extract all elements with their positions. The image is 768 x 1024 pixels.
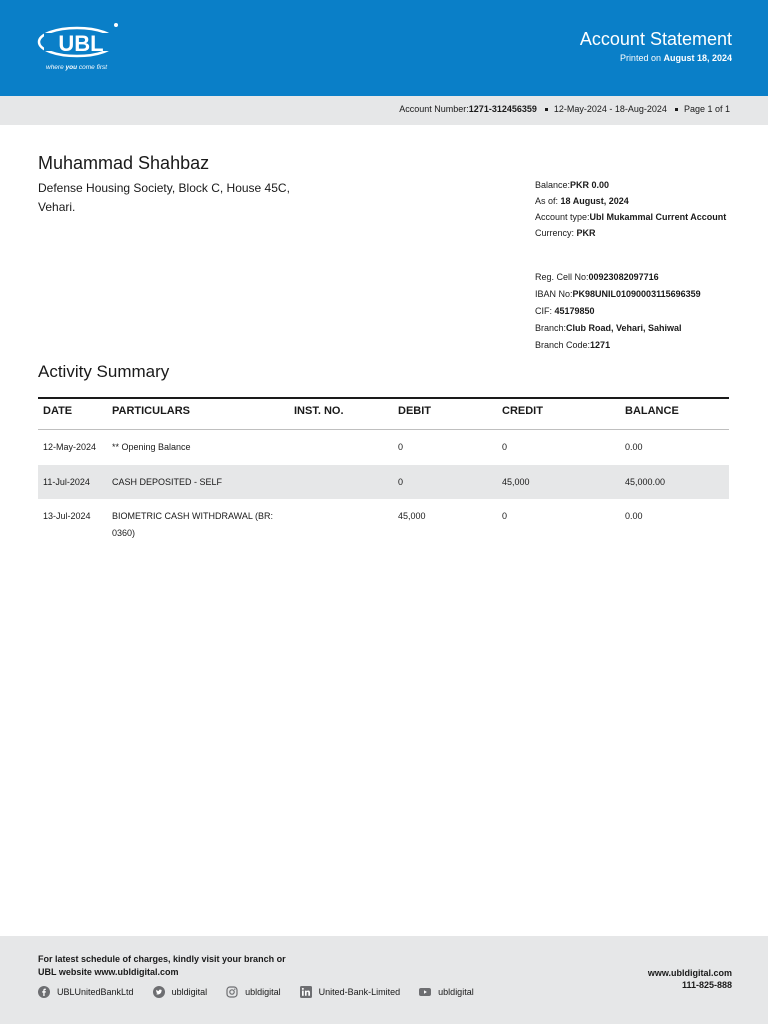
row-credit: 45,000	[502, 477, 530, 487]
phone-number: 111-825-888	[681, 980, 732, 990]
column-header-particulars: PARTICULARS	[112, 405, 191, 417]
logo-text: UBL	[58, 31, 104, 56]
linkedin-icon	[300, 986, 312, 998]
social-links	[38, 986, 493, 998]
page-indicator: Page 1 of 1	[683, 104, 730, 114]
balance-row: Balance:PKR 0.00	[535, 180, 610, 190]
cell-row: Reg. Cell No:00923082097716	[535, 272, 659, 282]
column-header-inst-no: INST. NO.	[294, 405, 344, 417]
row-balance: 0.00	[625, 442, 643, 452]
account-number-label: Account Number:	[399, 104, 469, 114]
statement-period: 12-May-2024 - 18-Aug-2024	[553, 104, 667, 114]
column-header-credit: CREDIT	[502, 405, 543, 417]
row-credit: 0	[502, 511, 508, 521]
iban-row: IBAN No:PK98UNIL0109000311569635​9	[535, 289, 701, 299]
column-header-balance: BALANCE	[625, 405, 679, 417]
social-instagram[interactable]: ubldigital	[226, 986, 281, 998]
row-date: 13-Jul-2024	[43, 511, 91, 521]
currency-row: Currency: PKR	[535, 228, 596, 238]
activity-table	[38, 397, 729, 543]
bullet-icon	[545, 108, 548, 111]
document-title: Account Statement	[579, 29, 732, 49]
bullet-icon	[675, 108, 678, 111]
table-header	[38, 397, 729, 430]
twitter-icon	[153, 986, 165, 998]
row-debit: 45,000	[398, 511, 426, 521]
row-particulars: ** Opening Balance	[112, 442, 191, 452]
row-debit: 0	[398, 477, 404, 487]
printed-date: Printed on August 18, 2024	[619, 53, 732, 63]
row-balance: 45,000.00	[625, 477, 666, 487]
row-date: 12-May-2024	[43, 442, 97, 452]
column-header-date: DATE	[43, 405, 73, 417]
social-youtube[interactable]: ubldigital	[419, 986, 474, 998]
row-credit: 0	[502, 442, 508, 452]
info-bar	[0, 96, 768, 125]
table-row	[38, 465, 729, 499]
branch-code-row: Branch Code:1271	[535, 340, 611, 350]
table-row	[38, 430, 729, 465]
facebook-icon	[38, 986, 50, 998]
cif-row: CIF: 45179850	[535, 306, 595, 316]
branch-row: Branch:Club Road, Vehari, Sahiwal	[535, 323, 682, 333]
social-facebook[interactable]: UBLUnitedBankLtd	[38, 986, 134, 998]
contact-info	[648, 967, 732, 991]
as-of-row: As of: 18 August, 2024	[535, 196, 629, 206]
row-date: 11-Jul-2024	[43, 477, 90, 487]
social-linkedin[interactable]: United-Bank-Limited	[300, 986, 401, 998]
column-header-debit: DEBIT	[398, 405, 431, 417]
social-twitter[interactable]: ubldigital	[153, 986, 208, 998]
row-particulars: CASH DEPOSITED - SELF	[112, 477, 223, 487]
table-row	[38, 499, 729, 543]
row-particulars: BIOMETRIC CASH WITHDRAWAL (BR: 0360)	[112, 511, 274, 538]
account-type-row: Account type:Ubl Mukammal Current Account	[535, 212, 727, 222]
tagline: where you come first	[46, 64, 108, 71]
row-debit: 0	[398, 442, 404, 452]
charges-note: For latest schedule of charges, kindly visit your branch or UBL website www.ubldigital.com	[38, 954, 286, 977]
customer-address: Defense Housing Society, Block C, House 45C, Vehari.	[38, 181, 290, 214]
customer-name: Muhammad Shahbaz	[38, 153, 210, 173]
website-link[interactable]: www.ubldigital.com	[647, 968, 732, 978]
row-balance: 0.00	[625, 511, 643, 521]
account-number: 1271-312456359	[468, 104, 537, 114]
instagram-icon	[226, 986, 238, 998]
statement-footer	[0, 936, 768, 1024]
youtube-icon	[419, 986, 431, 998]
activity-summary-title: Activity Summary	[38, 362, 170, 381]
account-details	[535, 177, 726, 354]
statement-header	[0, 0, 768, 96]
